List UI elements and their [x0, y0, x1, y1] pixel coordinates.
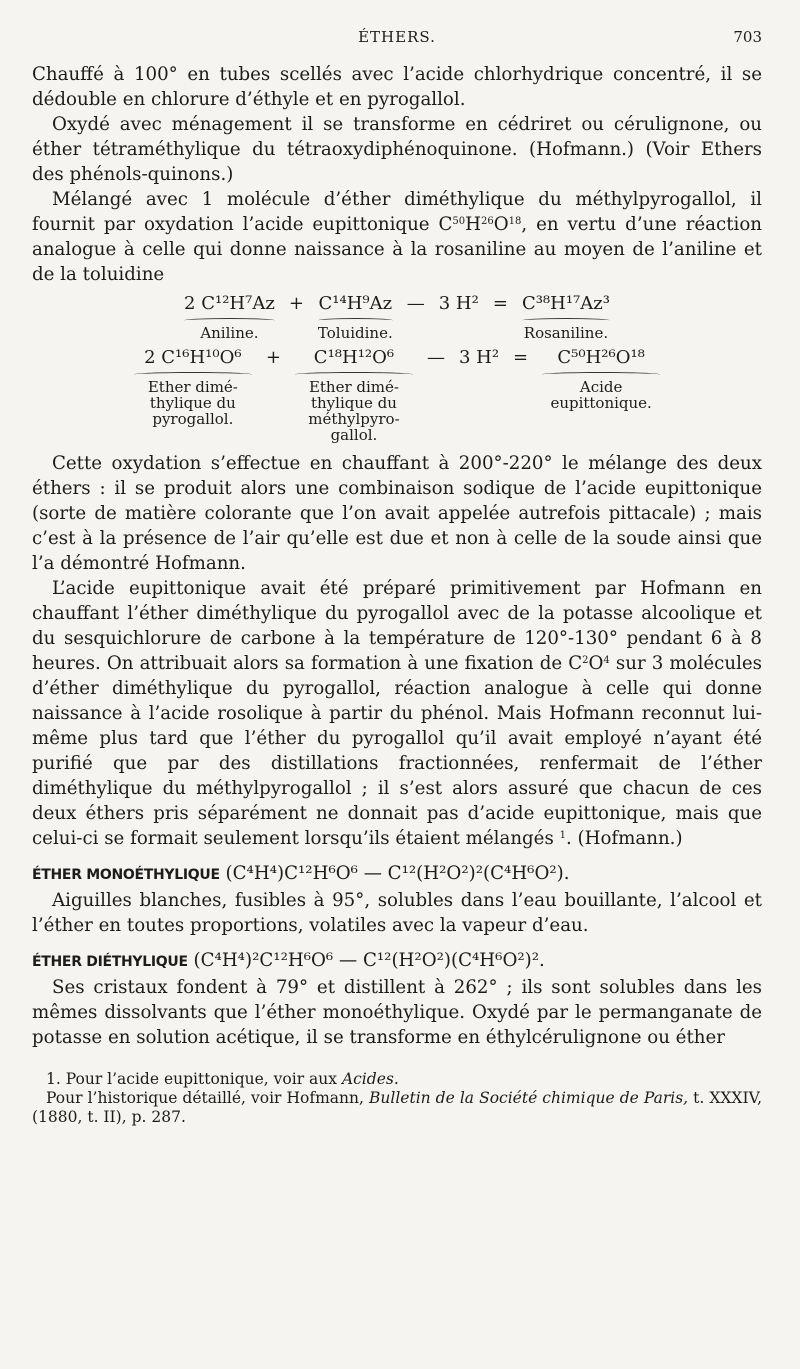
- section-diethyl-text: Ses cristaux fondent à 79° et distillent à 262° ; ils sont solubles dans les mêmes dissolvants que l’éther monoéthylique. Oxydé par le permanganate de potasse en solution acétique, il se transforme en éthylcérulignone ou éther: [32, 977, 762, 1048]
- section-diethyl-heading: ÉTHER DIÉTHYLIQUE (C⁴H⁴)²C¹²H⁶O⁶ — C¹²(H²O²)(C⁴H⁶O²)².: [32, 950, 545, 971]
- eq1-term-aniline: 2 C¹²H⁷Az Aniline.: [184, 293, 275, 342]
- footnote-2: Pour l’historique détaillé, voir Hofmann, Bulletin de la Société chimique de Paris, t. XXXIV, (1880, t. II), p. 287.: [32, 1089, 762, 1126]
- eq1-term-toluidine: C¹⁴H⁹Az Toluidine.: [317, 293, 393, 342]
- paragraph-hydrolysis: Chauffé à 100° en tubes scellés avec l’acide chlorhydrique concentré, il se dédouble en chlorure d’éthyle et en pyrogallol.: [32, 64, 762, 110]
- eq1-term-rosaniline: C³⁸H¹⁷Az³ Rosaniline.: [521, 293, 610, 342]
- footnotes: [32, 1070, 762, 1127]
- paragraph-oxydation-conditions: Cette oxydation s’effectue en chauffant à 200°-220° le mélange des deux éthers : il se produit alors une combinaison sodique de l’acide eupittonique (sorte de matière colorante que l’on avait appelée autrefois pittacale) ; mais c’est à la présence de l’air qu’elle est due et non à celle de la soude ainsi que l’a démontré Hofmann.: [32, 453, 762, 574]
- section-monoethyl-text: Aiguilles blanches, fusibles à 95°, solubles dans l’eau bouillante, l’alcool et l’éther en toutes proportions, volatiles avec la vapeur d’eau.: [32, 890, 762, 936]
- paragraph-history: L’acide eupittonique avait été préparé primitivement par Hofmann en chauffant l’éther diméthylique du pyrogallol avec de la potasse alcoolique et du sesquichlorure de carbone à la température de 120°-130° pendant 6 à 8 heures. On attribuait alors sa formation à une fixation de $C^2O^4$ sur 3 molécules d’éther diméthylique du pyrogallol, réaction analogue à celle qui donne naissance à l’acide rosolique à partir du phénol. Mais Hofmann reconnut lui-même plus tard que l’éther du pyrogallol qu’il avait employé n’ayant été purifié que par des distillations fractionnées, renfermait de l’éther diméthylique du méthylpyrogallol ; il s’est alors assuré que chacun de ces deux éthers pris séparément ne donnait pas d’acide eupittonique, mais que celui-ci se formait seulement lorsqu’ils étaient mélangés $^1$. (Hofmann.): [32, 578, 762, 849]
- page: [32, 28, 762, 1127]
- section-monoethyl-heading: ÉTHER MONOÉTHYLIQUE (C⁴H⁴)C¹²H⁶O⁶ — C¹²(H²O²)²(C⁴H⁶O²).: [32, 863, 570, 884]
- running-title: ÉTHERS.: [358, 28, 436, 46]
- footnote-1: 1. Pour l’acide eupittonique, voir aux Acides.: [46, 1070, 399, 1088]
- equation-rosaniline: 2 C¹²H⁷Az Aniline. + C¹⁴H⁹Az Toluidine. — 3 H² = C³⁸H¹⁷Az³ Rosaniline.: [184, 293, 610, 342]
- footnote-ref: 1: [559, 830, 566, 841]
- paragraph-oxidation: Oxydé avec ménagement il se transforme en cédriret ou cérulignone, ou éther tétraméthylique du tétraoxydiphénoquinone. (Hofmann.) (Voir Ethers des phénols-quinons.): [32, 114, 762, 185]
- eq2-term-acide-eupittonique: C⁵⁰H²⁶O¹⁸ Acide eupittonique.: [542, 347, 660, 411]
- eq2-term-ether-methylpyrogallol: C¹⁸H¹²O⁶ Ether dimé- thylique du méthylpyro- gallol.: [295, 347, 413, 443]
- equation-eupittonic: 2 C¹⁶H¹⁰O⁶ Ether dimé- thylique du pyrogallol. + C¹⁸H¹²O⁶ Ether dimé- thylique du méthylpyro- gallol. — 3 H² = C⁵⁰H²⁶O¹⁸ Acide eupittonique.: [32, 347, 762, 443]
- page-header: [32, 28, 762, 62]
- paragraph-eupittonic: Mélangé avec 1 molécule d’éther diméthylique du méthylpyrogallol, il fournit par oxydation l’acide eupittonique $C^{50}H^{26}O^{18}$, en vertu d’une réaction analogue à celle qui donne naissance à la rosaniline au moyen de l’aniline et de la toluidine: [32, 189, 762, 285]
- page-number: 703: [733, 28, 762, 46]
- eq2-term-ether-pyrogallol: 2 C¹⁶H¹⁰O⁶ Ether dimé- thylique du pyrogallol.: [134, 347, 252, 427]
